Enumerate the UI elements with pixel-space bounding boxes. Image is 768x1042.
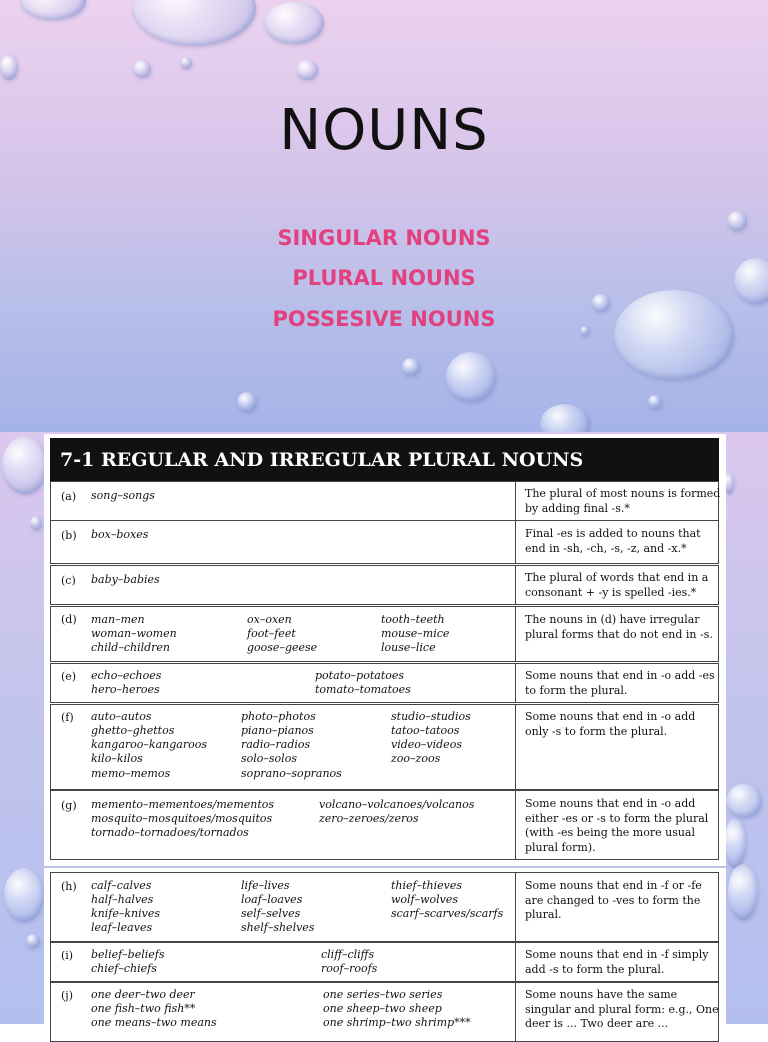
example: one shrimp–two shrimp*** xyxy=(323,1016,471,1029)
example: cliff–cliffs xyxy=(321,948,375,961)
table-row xyxy=(50,606,719,662)
example: self–selves xyxy=(241,907,301,920)
table-row xyxy=(50,481,719,521)
example: mosquito–mosquitoes/mosquitos xyxy=(91,812,273,825)
water-drop xyxy=(20,0,86,20)
example: one means–two means xyxy=(91,1016,217,1029)
example: ghetto–ghettos xyxy=(91,724,175,737)
rule-note: Some nouns that end in -f or -fe are changed to -ves to form the plural. xyxy=(525,879,702,921)
water-drop xyxy=(180,57,192,69)
example: auto–autos xyxy=(91,710,152,723)
row-label: (e) xyxy=(61,670,77,683)
example: chief–chiefs xyxy=(91,962,157,975)
rule-note: The nouns in (d) have irregular plural forms that do not end in -s. xyxy=(525,613,713,641)
example: tomato–tomatoes xyxy=(315,683,411,696)
example: radio–radios xyxy=(241,738,311,751)
example: echo–echoes xyxy=(91,669,162,682)
row-label: (b) xyxy=(61,529,77,542)
example: knife–knives xyxy=(91,907,160,920)
water-drop xyxy=(614,290,734,380)
water-drop xyxy=(26,934,40,948)
example: calf–calves xyxy=(91,879,152,892)
example: soprano–sopranos xyxy=(241,767,342,780)
grammar-chart-page-continued xyxy=(44,868,726,1030)
example: zero–zeroes/zeros xyxy=(319,812,419,825)
example: louse–lice xyxy=(381,641,436,654)
table-row xyxy=(50,663,719,703)
row-label: (h) xyxy=(61,880,77,893)
row-label: (g) xyxy=(61,799,77,812)
example: memo–memos xyxy=(91,767,171,780)
rule-note: Some nouns that end in -o add -es to form the plural. xyxy=(525,669,715,697)
example: loaf–loaves xyxy=(241,893,303,906)
water-drop xyxy=(402,358,420,376)
example: solo–solos xyxy=(241,752,297,765)
water-drop xyxy=(728,864,758,920)
example: photo–photos xyxy=(241,710,316,723)
example: woman–women xyxy=(91,627,177,640)
example: foot–feet xyxy=(247,627,296,640)
example: studio–studios xyxy=(391,710,471,723)
water-drop xyxy=(264,2,324,44)
rule-note: The plural of most nouns is formed by adding final -s.* xyxy=(525,487,721,515)
example: memento–mementoes/mementos xyxy=(91,798,275,811)
example: piano–pianos xyxy=(241,724,314,737)
example: one series–two series xyxy=(323,988,443,1001)
example: ox–oxen xyxy=(247,613,292,626)
title-slide xyxy=(0,0,768,432)
example: man–men xyxy=(91,613,145,626)
example: tornado–tornadoes/tornados xyxy=(91,826,249,839)
water-drop xyxy=(237,392,257,412)
water-drop xyxy=(132,0,256,46)
example: potato–potatoes xyxy=(315,669,405,682)
example: shelf–shelves xyxy=(241,921,315,934)
water-drop xyxy=(133,60,151,78)
rule-note: Some nouns that end in -f simply add -s to form the plural. xyxy=(525,948,709,976)
water-drop xyxy=(4,868,44,922)
row-label: (c) xyxy=(61,574,76,587)
example: hero–heroes xyxy=(91,683,160,696)
example: thief–thieves xyxy=(391,879,463,892)
rule-note: Some nouns that end in -o add only -s to form the plural. xyxy=(525,710,696,738)
example: tatoo–tatoos xyxy=(391,724,460,737)
table-row xyxy=(50,942,719,982)
grammar-chart-page xyxy=(44,434,726,866)
row-label: (d) xyxy=(61,613,77,626)
chart-header: 7-1 REGULAR AND IRREGULAR PLURAL NOUNS xyxy=(50,438,719,482)
water-drop xyxy=(2,436,48,494)
example: one deer–two deer xyxy=(91,988,195,1001)
example: one sheep–two sheep xyxy=(323,1002,442,1015)
row-label: (f) xyxy=(61,711,74,724)
example: scarf–scarves/scarfs xyxy=(391,907,504,920)
example: roof–roofs xyxy=(321,962,378,975)
example: goose–geese xyxy=(247,641,318,654)
example: leaf–leaves xyxy=(91,921,153,934)
subtitle-possessive: POSSESIVE NOUNS xyxy=(272,307,496,331)
rule-note: Some nouns have the same singular and plural form: e.g., One deer is ... Two deer are ... xyxy=(525,988,719,1030)
example: tooth–teeth xyxy=(381,613,445,626)
example: song–songs xyxy=(91,489,155,502)
example: belief–beliefs xyxy=(91,948,165,961)
example: kilo–kilos xyxy=(91,752,143,765)
example: half–halves xyxy=(91,893,154,906)
row-label: (i) xyxy=(61,949,74,962)
table-row xyxy=(50,982,719,1042)
example: volcano–volcanoes/volcanos xyxy=(319,798,475,811)
slide-title: NOUNS xyxy=(279,98,489,163)
water-drop xyxy=(296,60,318,80)
water-drop xyxy=(446,352,496,402)
example: mouse–mice xyxy=(381,627,450,640)
subtitle-singular: SINGULAR NOUNS xyxy=(277,226,491,250)
rule-note: Some nouns that end in -o add either -es or -s to form the plural (with -es being the more usual plural form). xyxy=(525,797,709,854)
row-label: (j) xyxy=(61,989,73,1002)
example: baby–babies xyxy=(91,573,160,586)
example: kangaroo–kangaroos xyxy=(91,738,207,751)
example: life–lives xyxy=(241,879,290,892)
example: zoo–zoos xyxy=(391,752,441,765)
example: video–videos xyxy=(391,738,462,751)
water-drop xyxy=(724,818,746,868)
water-drop xyxy=(726,784,762,818)
water-drop xyxy=(648,395,662,409)
row-label: (a) xyxy=(61,490,77,503)
example: child–children xyxy=(91,641,170,654)
table-row xyxy=(50,565,719,605)
water-drop xyxy=(540,404,590,432)
rule-note: The plural of words that end in a consonant + -y is spelled -ies.* xyxy=(525,571,709,599)
table-row xyxy=(50,520,719,564)
water-drop xyxy=(30,516,42,530)
table-row xyxy=(50,790,719,860)
example: box–boxes xyxy=(91,528,149,541)
table-row xyxy=(50,704,719,790)
subtitle-plural: PLURAL NOUNS xyxy=(292,266,476,290)
example: one fish–two fish** xyxy=(91,1002,196,1015)
rule-note: Final -es is added to nouns that end in -sh, -ch, -s, -z, and -x.* xyxy=(525,527,701,555)
water-drop xyxy=(0,54,18,80)
table-row xyxy=(50,872,719,942)
example: wolf–wolves xyxy=(391,893,459,906)
